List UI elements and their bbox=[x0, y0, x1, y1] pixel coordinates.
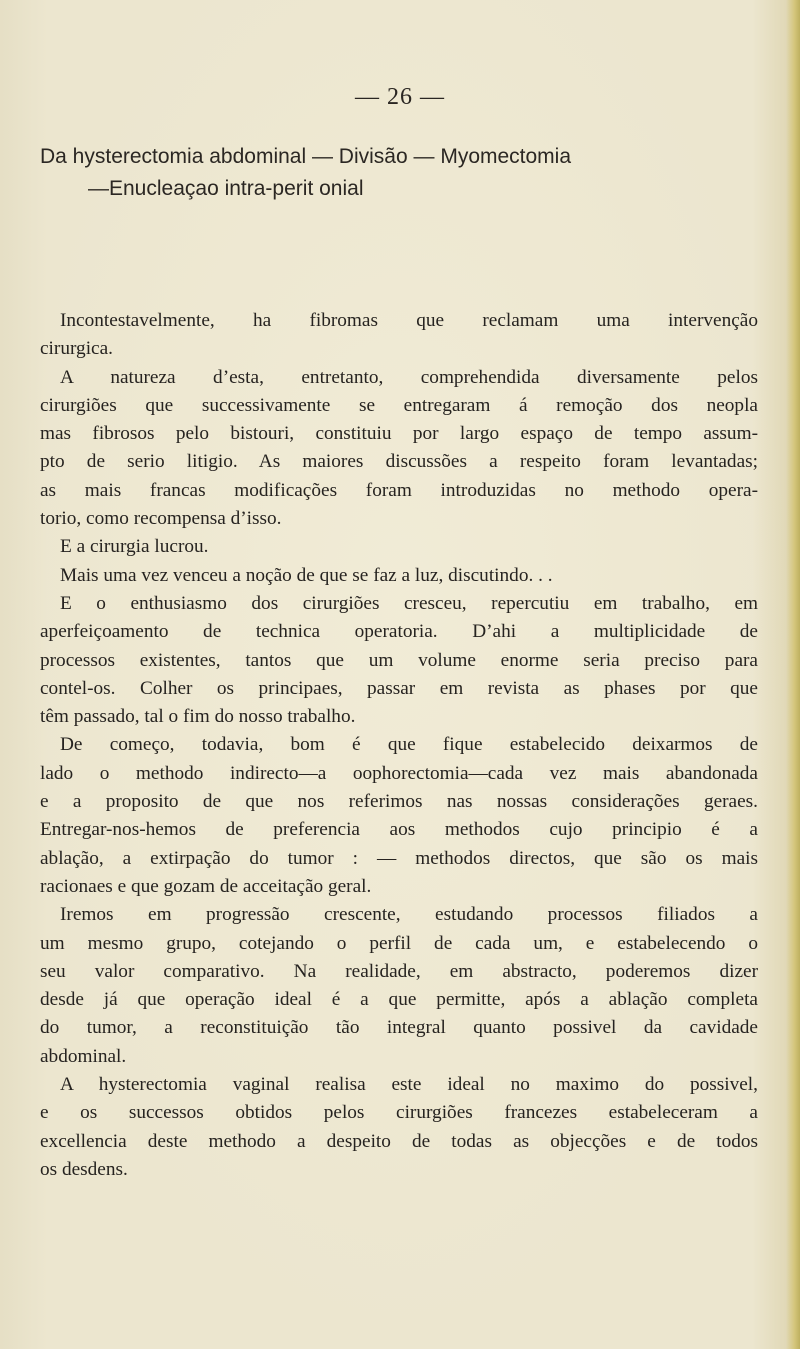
text-line: e a proposito de que nos referimos nas nossas considerações geraes. bbox=[40, 791, 758, 813]
text-line: seu valor comparativo. Na realidade, em abstracto, poderemos dizer bbox=[40, 960, 758, 982]
text-line: um mesmo grupo, cotejando o perfil de cada um, e estabelecendo o bbox=[40, 932, 758, 954]
text-line: as mais francas modificações foram introduzidas no methodo opera- bbox=[40, 479, 758, 501]
text-line: mas fibrosos pelo bistouri, constituiu por largo espaço de tempo assum- bbox=[40, 423, 758, 445]
text-line: racionaes e que gozam de acceitação geral. bbox=[40, 875, 372, 897]
text-line: aperfeiçoamento de technica operatoria. D’ahi a multiplicidade de bbox=[40, 621, 758, 643]
text-line: A natureza d’esta, entretanto, comprehendida diversamente pelos bbox=[60, 366, 758, 388]
text-line: E a cirurgia lucrou. bbox=[60, 536, 209, 558]
text-line: cirurgiões que successivamente se entregaram á remoção dos neopla bbox=[40, 394, 758, 416]
text-line: lado o methodo indirecto—a oophorectomia—cada vez mais abandonada bbox=[40, 762, 758, 784]
text-line: De começo, todavia, bom é que fique estabelecido deixarmos de bbox=[60, 734, 758, 756]
text-line: Mais uma vez venceu a noção de que se faz a luz, discutindo. . . bbox=[60, 564, 553, 586]
text-line: contel-os. Colher os principaes, passar em revista as phases por que bbox=[40, 677, 758, 699]
text-line: ablação, a extirpação do tumor : — methodos directos, que são os mais bbox=[40, 847, 758, 869]
heading-line-1: Da hysterectomia abdominal — Divisão — Myomectomia bbox=[40, 145, 572, 168]
heading-line-2: —Enucleaçao intra-perit onial bbox=[88, 177, 364, 200]
page-edge-discoloration bbox=[786, 0, 800, 1349]
text-line: os desdens. bbox=[40, 1158, 128, 1180]
text-line: E o enthusiasmo dos cirurgiões cresceu, repercutiu em trabalho, em bbox=[60, 592, 758, 614]
text-line: cirurgica. bbox=[40, 338, 113, 360]
text-line: Iremos em progressão crescente, estudando processos filiados a bbox=[60, 904, 758, 926]
text-line: do tumor, a reconstituição tão integral quanto possivel da cavidade bbox=[40, 1017, 758, 1039]
body-text bbox=[40, 307, 758, 1184]
text-line: torio, como recompensa d’isso. bbox=[40, 508, 282, 530]
text-line: A hysterectomia vaginal realisa este ideal no maximo do possivel, bbox=[60, 1074, 758, 1096]
section-heading bbox=[40, 141, 780, 205]
text-line: abdominal. bbox=[40, 1045, 127, 1067]
text-line: têm passado, tal o fim do nosso trabalho. bbox=[40, 706, 356, 728]
text-line: desde já que operação ideal é a que permitte, após a ablação completa bbox=[40, 989, 758, 1011]
text-line: excellencia deste methodo a despeito de todas as objecções e de todos bbox=[40, 1130, 758, 1152]
text-line: Entregar-nos-hemos de preferencia aos methodos cujo principio é a bbox=[40, 819, 758, 841]
text-line: processos existentes, tantos que um volume enorme seria preciso para bbox=[40, 649, 758, 671]
text-line: pto de serio litigio. As maiores discussões a respeito foram levantadas; bbox=[40, 451, 758, 473]
text-line: Incontestavelmente, ha fibromas que reclamam uma intervenção bbox=[60, 310, 758, 331]
text-line: e os successos obtidos pelos cirurgiões francezes estabeleceram a bbox=[40, 1102, 758, 1124]
page-number: — 26 — bbox=[355, 84, 445, 110]
